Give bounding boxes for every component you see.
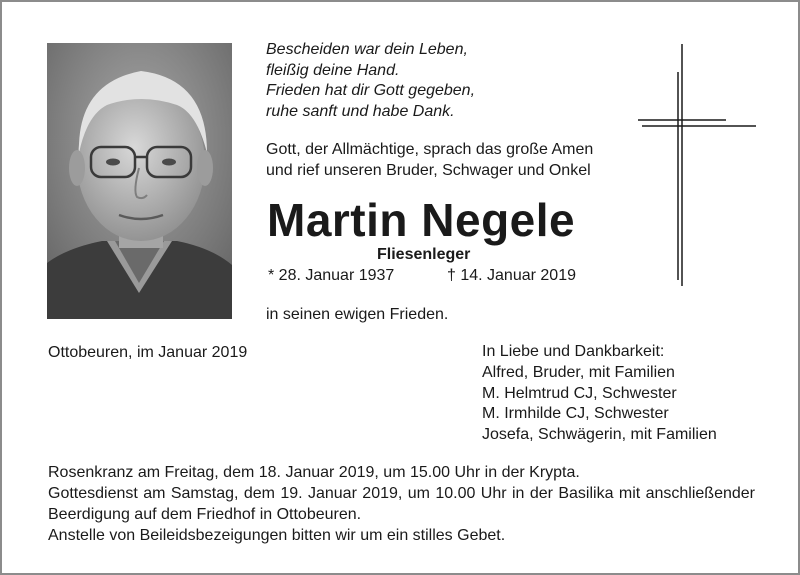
poem-line: Bescheiden war dein Leben, <box>266 41 468 58</box>
cross-icon <box>632 42 758 286</box>
intro-line: Gott, der Allmächtige, sprach das große Amen <box>266 141 594 158</box>
poem-line: fleißig deine Hand. <box>266 61 400 79</box>
mourner-entry: M. Helmtrud CJ, Schwester <box>482 384 677 402</box>
mourner-entry: Alfred, Bruder, mit Familien <box>482 363 675 381</box>
intro-text <box>266 139 593 181</box>
birth-date: * 28. Januar 1937 <box>268 267 395 284</box>
service-details: Gottesdienst am Samstag, dem 19. Januar 2019, um 10.00 Uhr in der Basilika mit anschließender Beerdigung auf dem Friedhof in Ottobeuren. <box>48 485 755 523</box>
portrait-photo <box>47 43 232 319</box>
peace-line: in seinen ewigen Frieden. <box>266 306 449 323</box>
service-notice <box>48 462 755 546</box>
mourner-entry: Josefa, Schwägerin, mit Familien <box>482 426 717 444</box>
portrait-image <box>47 43 232 319</box>
death-date: † 14. Januar 2019 <box>447 267 576 284</box>
mourner-entry: M. Irmhilde CJ, Schwester <box>482 405 669 423</box>
place-date: Ottobeuren, im Januar 2019 <box>48 344 248 361</box>
intro-line: und rief unseren Bruder, Schwager und Onkel <box>266 162 591 179</box>
mourners-heading: In Liebe und Dankbarkeit: <box>482 343 665 360</box>
rosary-notice: Rosenkranz am Freitag, dem 18. Januar 2019, um 15.00 Uhr in der Krypta. <box>48 464 580 481</box>
deceased-name: Martin Negele <box>267 194 576 246</box>
deceased-profession: Fliesenleger <box>377 246 471 263</box>
poem <box>266 40 475 122</box>
mourners-list <box>482 342 717 446</box>
poem-line: ruhe sanft und habe Dank. <box>266 102 455 120</box>
condolence-request: Anstelle von Beileidsbezeigungen bitten wir um ein stilles Gebet. <box>48 527 506 544</box>
poem-line: Frieden hat dir Gott gegeben, <box>266 82 476 99</box>
